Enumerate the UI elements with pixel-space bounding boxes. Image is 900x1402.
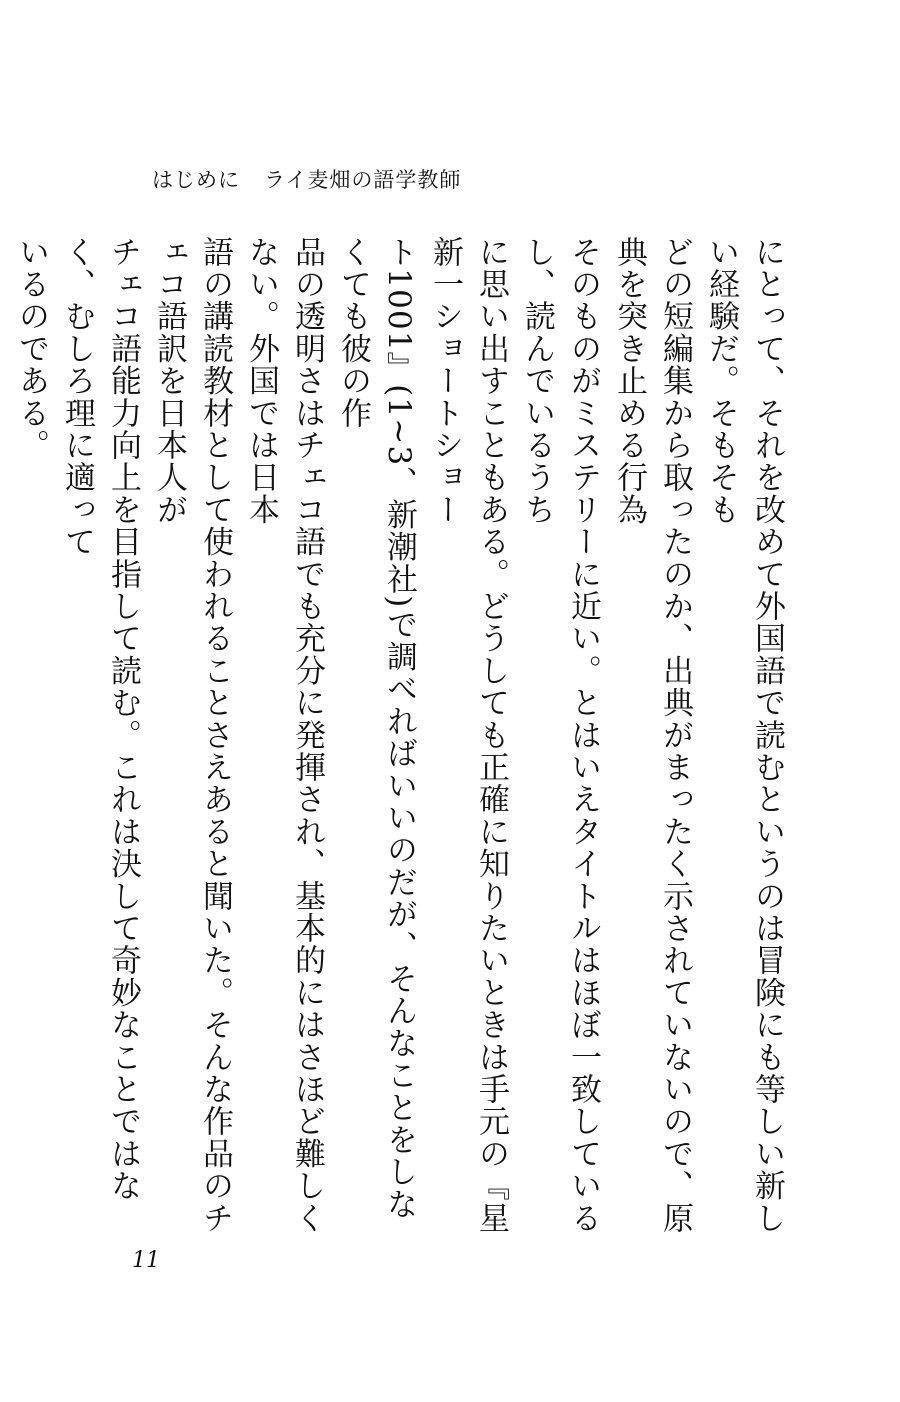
text-line: 語の講読教材として使われることさえあると聞いた。そんな作品のチェコ語訳を日本人が	[151, 236, 233, 1235]
running-header	[152, 164, 461, 194]
header-part: はじめに	[152, 168, 240, 192]
text-line: そのものがミステリーに近い。とはいえタイトルはほぼ一致しているし、読んでいるうち	[519, 236, 601, 1235]
text-line: ト1001』(1~3、新潮社)で調べればいいのだが、そんなことをしなくても彼の作	[335, 236, 417, 1221]
text-line: 品の透明さはチェコ語でも充分に発揮され、基本的にはさほど難しくない。外国では日本	[243, 236, 325, 1235]
text-line: いるのである。	[13, 236, 49, 462]
header-title: ライ麦畑の語学教師	[264, 168, 462, 192]
paragraph-1	[8, 236, 790, 1236]
text-line: に思い出すこともある。どうしても正確に知りたいときは手元の『星新一ショートショー	[427, 236, 509, 1235]
text-line: にとって、それを改めて外国語で読むというのは冒険にも等しい新しい経験だ。そもそも	[703, 236, 785, 1235]
text-line: どの短編集から取ったのか、出典がまったく示されていないので、原典を突き止める行為	[611, 236, 693, 1235]
vertical-body-text	[13, 236, 790, 1236]
text-line: チェコ語能力向上を目指して読む。これは決して奇妙なことではなく、むしろ理に適って	[59, 236, 141, 1202]
page-number: 11	[132, 1248, 160, 1273]
